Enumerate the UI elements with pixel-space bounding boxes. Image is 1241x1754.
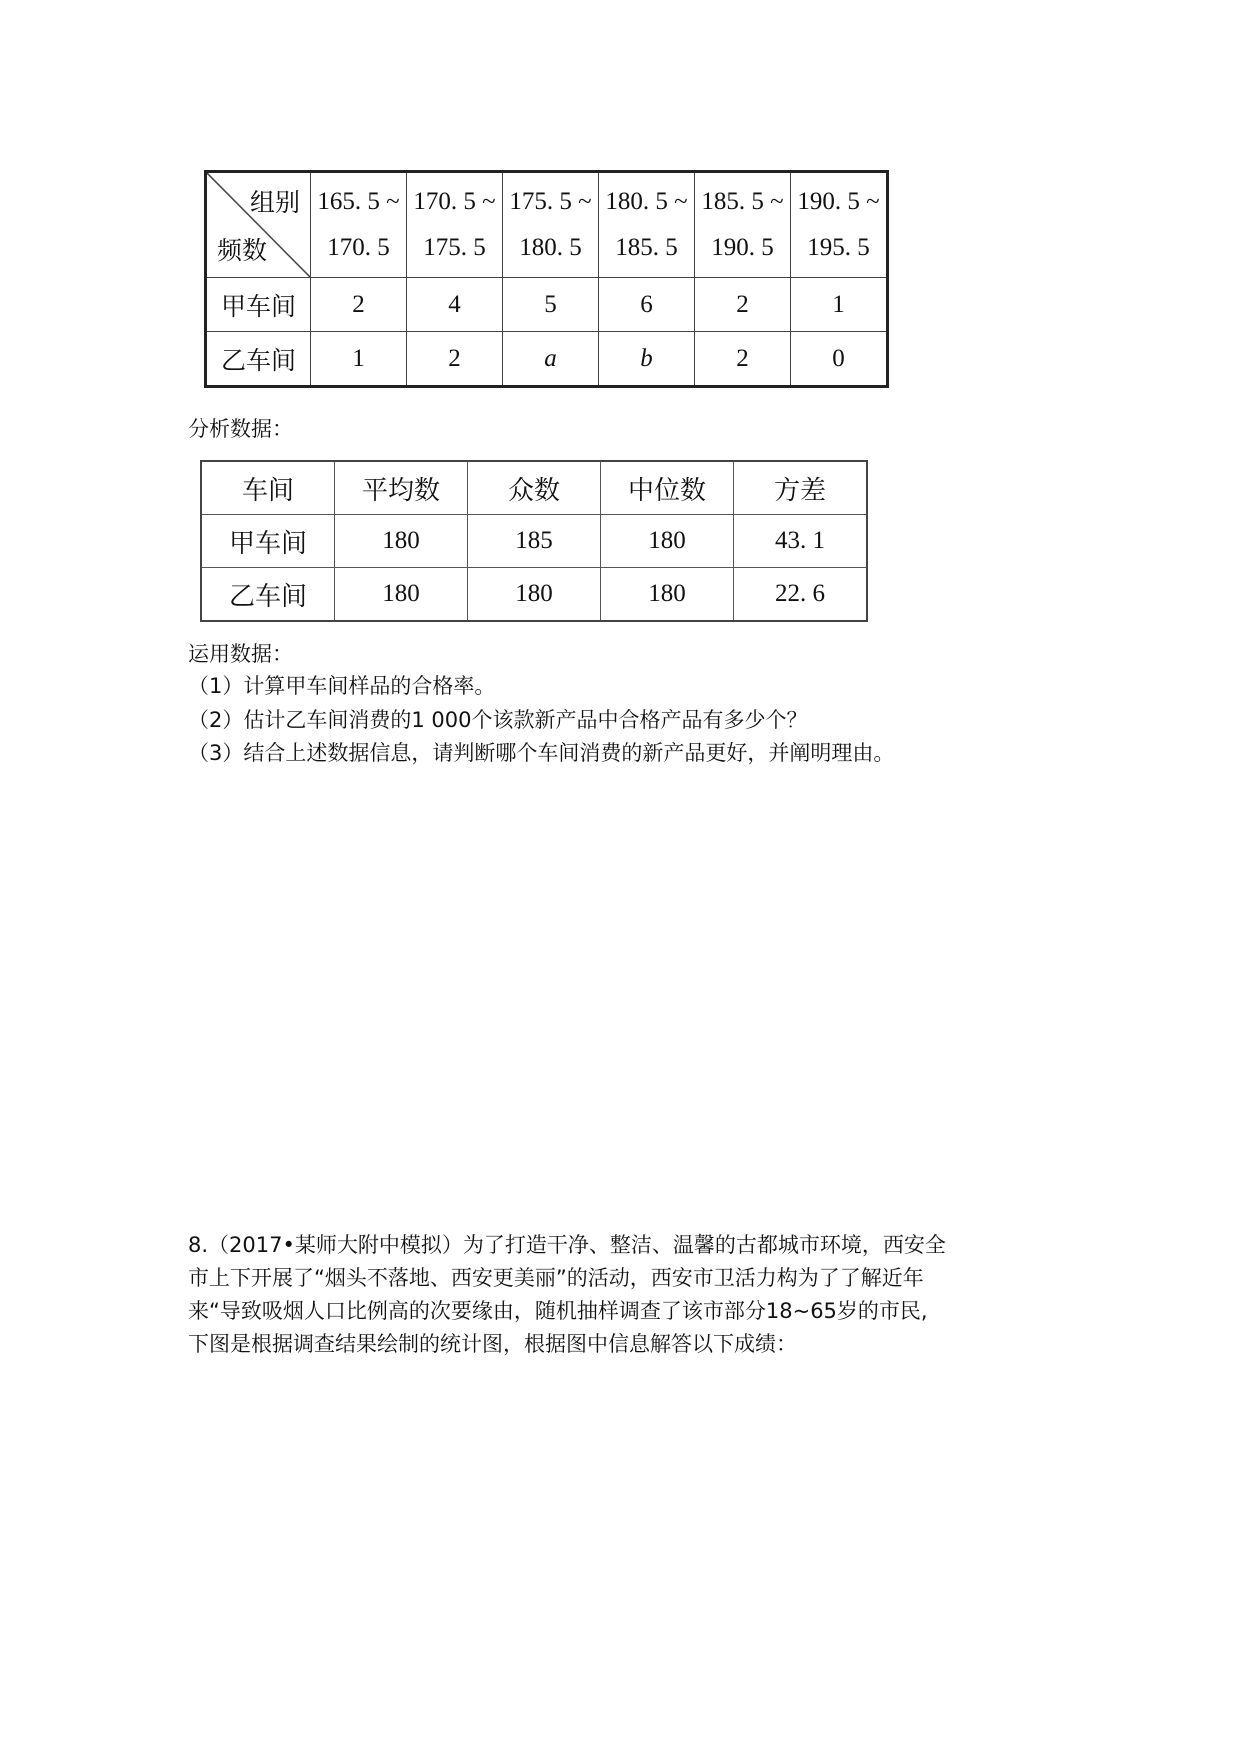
table-cell: 1 xyxy=(311,332,407,387)
corner-label-group: 组别 xyxy=(249,188,300,217)
row-label: 甲车间 xyxy=(201,515,335,568)
group-header: 165. 5 ~ 170. 5 xyxy=(311,172,407,278)
table-cell: 2 xyxy=(695,278,791,332)
row-label: 甲车间 xyxy=(206,278,311,332)
table-row xyxy=(206,278,888,332)
question-3: （3）结合上述数据信息，请判断哪个车间消费的新产品更好，并阐明理由。 xyxy=(188,741,895,765)
table-cell: 2 xyxy=(407,332,503,387)
group-header: 175. 5 ~ 180. 5 xyxy=(503,172,599,278)
table-cell: 0 xyxy=(791,332,888,387)
apply-label: 运用数据： xyxy=(188,642,293,666)
row-label: 乙车间 xyxy=(206,332,311,387)
group-header: 185. 5 ~ 190. 5 xyxy=(695,172,791,278)
table-cell: 5 xyxy=(503,278,599,332)
problem-line: 下图是根据调查结果绘制的统计图，根据图中信息解答以下成绩： xyxy=(188,1332,797,1356)
table-cell: 43. 1 xyxy=(734,515,868,568)
problem-8 xyxy=(188,1229,1068,1361)
table-row xyxy=(201,568,867,622)
table-cell: 22. 6 xyxy=(734,568,868,622)
column-header: 众数 xyxy=(468,461,601,515)
column-header: 车间 xyxy=(201,461,335,515)
table-cell: 180 xyxy=(335,515,468,568)
column-header: 方差 xyxy=(734,461,868,515)
table-cell: 1 xyxy=(791,278,888,332)
table-corner-cell xyxy=(206,172,311,278)
table-cell: b xyxy=(599,332,695,387)
table-cell: 4 xyxy=(407,278,503,332)
analyze-label: 分析数据： xyxy=(188,417,293,441)
table-cell: 185 xyxy=(468,515,601,568)
column-header: 中位数 xyxy=(601,461,734,515)
table-cell: a xyxy=(503,332,599,387)
table-cell: 180 xyxy=(601,515,734,568)
group-header: 170. 5 ~ 175. 5 xyxy=(407,172,503,278)
table-cell: 180 xyxy=(601,568,734,622)
table-cell: 6 xyxy=(599,278,695,332)
group-header: 190. 5 ~ 195. 5 xyxy=(791,172,888,278)
problem-line: 市上下开展了“烟头不落地、西安更美丽”的活动，西安市卫活力构为了了解近年 xyxy=(188,1266,924,1290)
table-row xyxy=(201,515,867,568)
table-cell: 2 xyxy=(311,278,407,332)
problem-line: 来“导致吸烟人口比例高的次要缘由，随机抽样调查了该市部分18~65岁的市民, xyxy=(188,1299,928,1323)
group-header: 180. 5 ~ 185. 5 xyxy=(599,172,695,278)
question-2: （2）估计乙车间消费的1 000个该款新产品中合格产品有多少个？ xyxy=(188,708,808,732)
table-cell: 180 xyxy=(335,568,468,622)
table-header-row xyxy=(201,461,867,515)
corner-label-frequency: 频数 xyxy=(217,236,268,265)
question-1: （1）计算甲车间样品的合格率。 xyxy=(188,674,496,698)
statistics-table xyxy=(200,460,868,622)
row-label: 乙车间 xyxy=(201,568,335,622)
table-row xyxy=(206,332,888,387)
column-header: 平均数 xyxy=(335,461,468,515)
table-cell: 180 xyxy=(468,568,601,622)
table-cell: 2 xyxy=(695,332,791,387)
frequency-table xyxy=(204,170,889,388)
problem-line: 8.（2017•某师大附中模拟）为了打造干净、整洁、温馨的古都城市环境，西安全 xyxy=(188,1233,946,1257)
